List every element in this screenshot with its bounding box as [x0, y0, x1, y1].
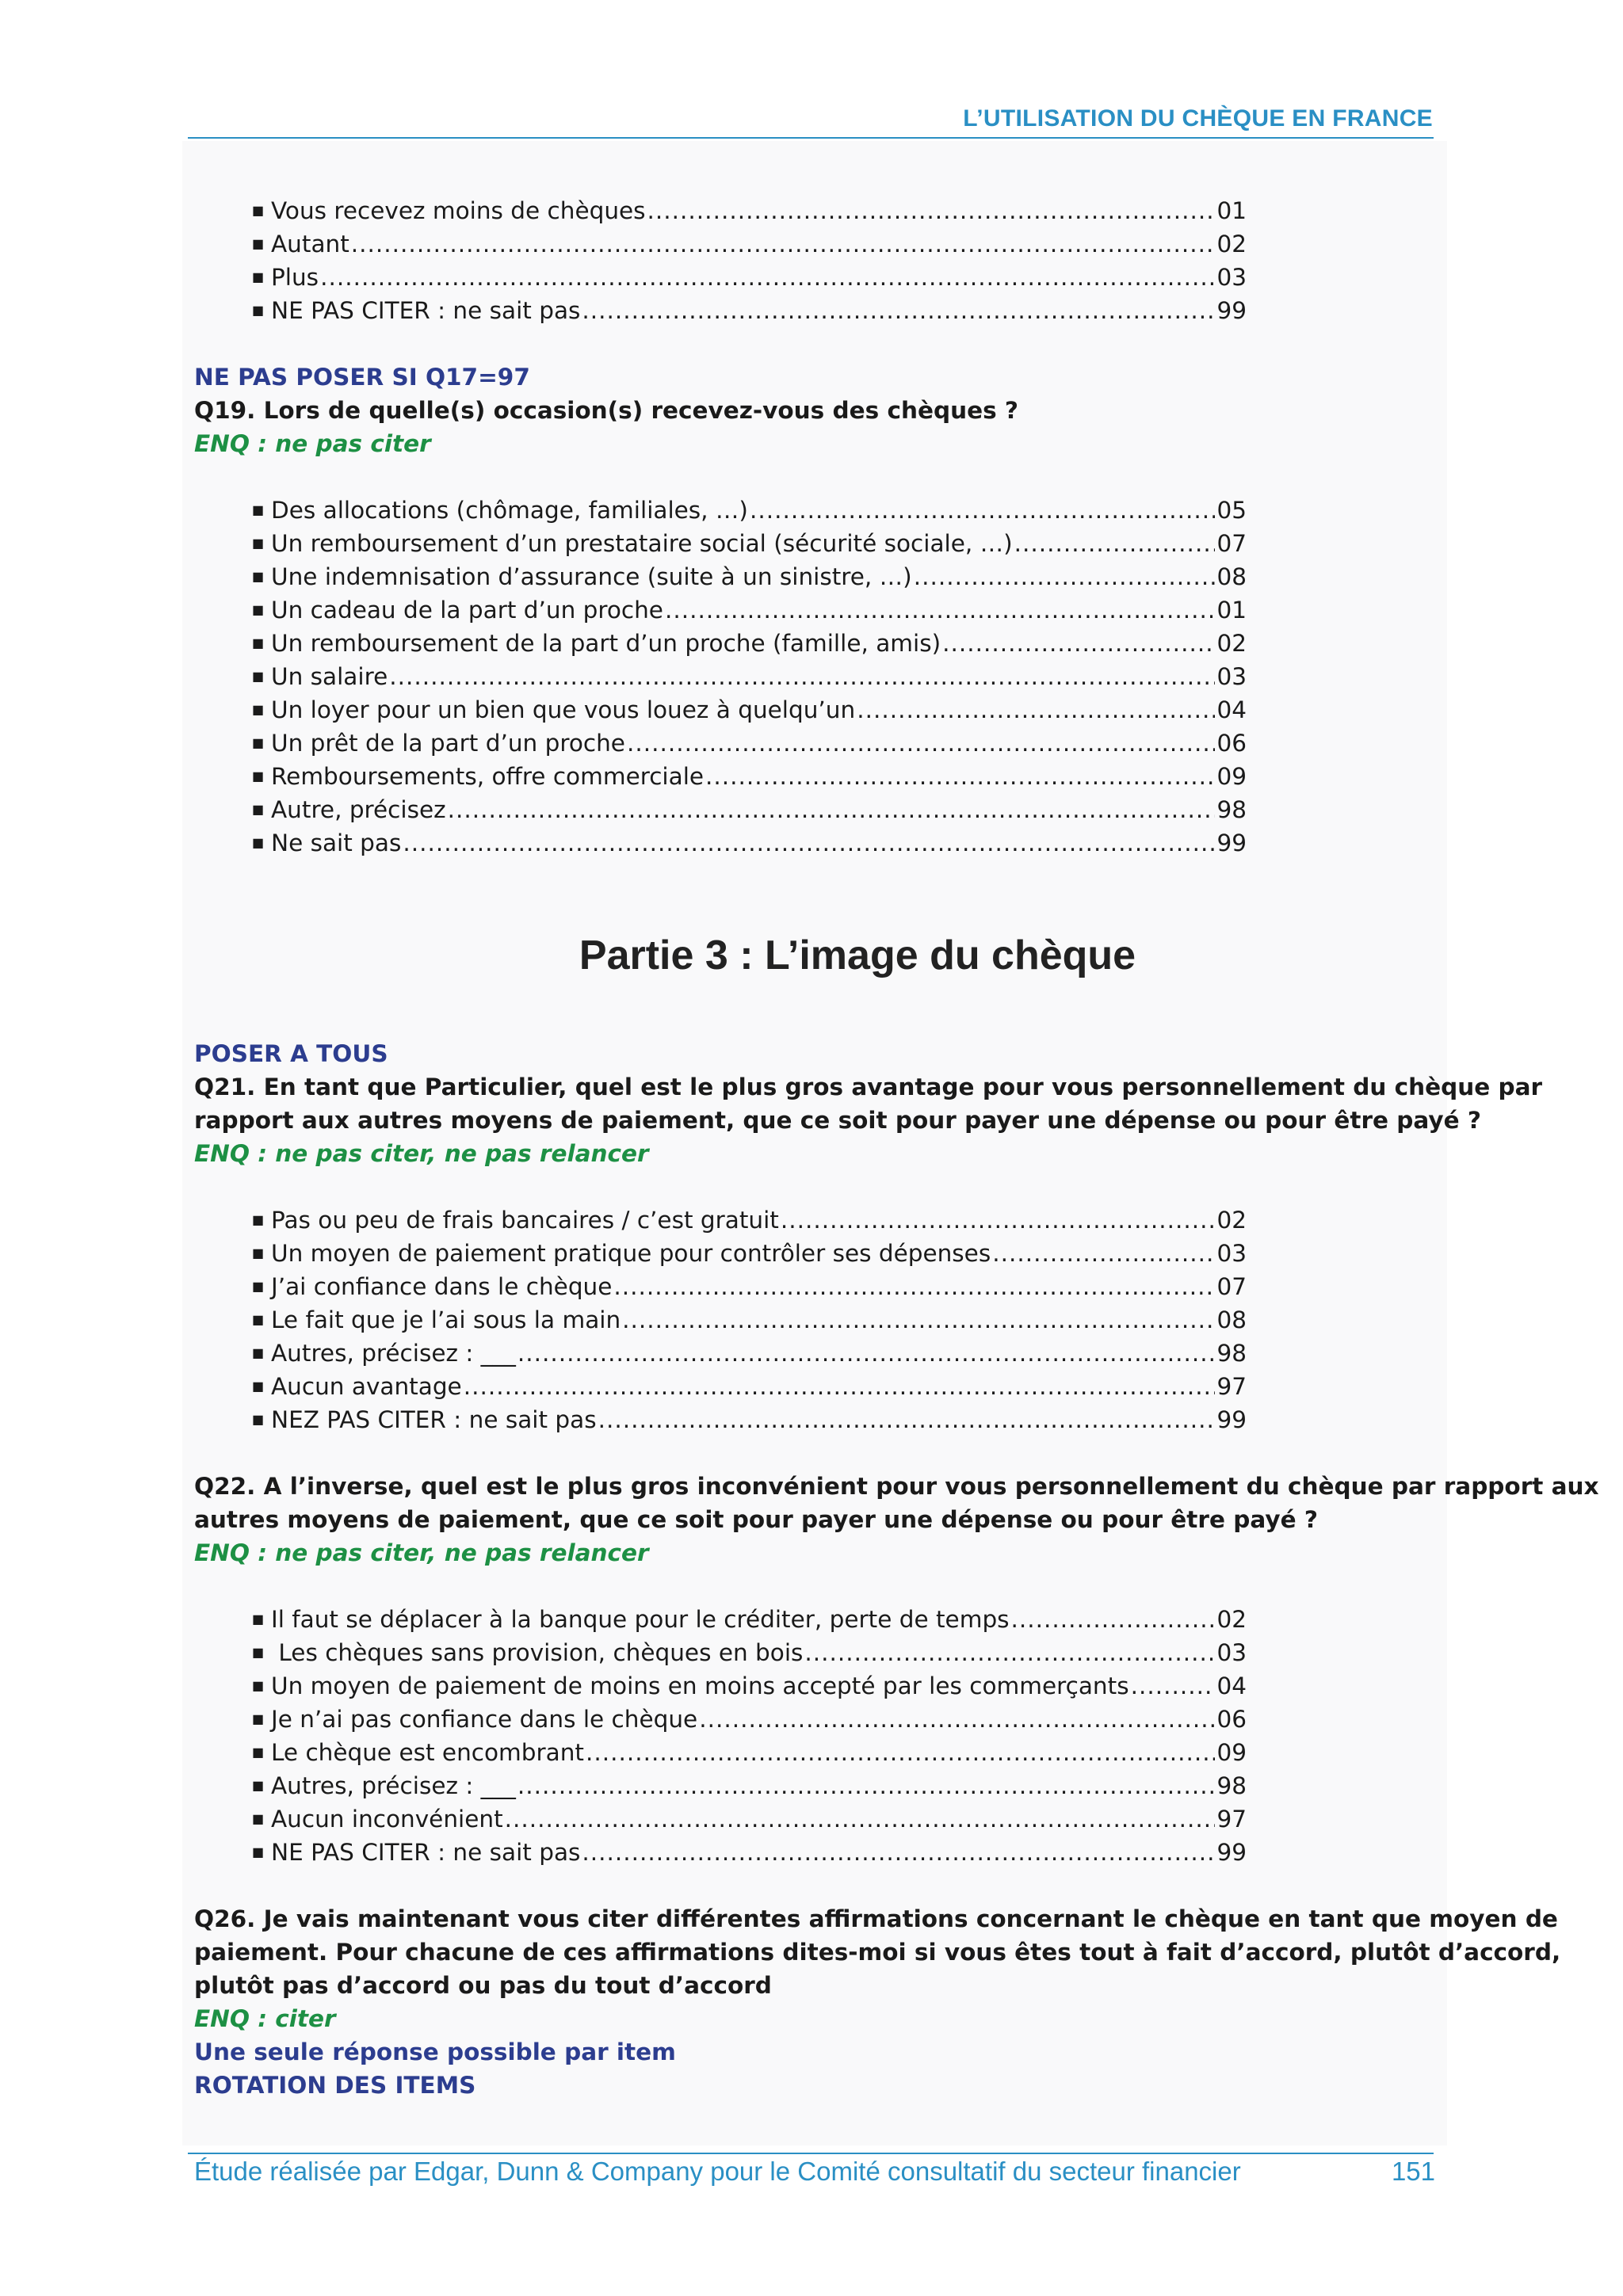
dot-leader — [582, 294, 1215, 327]
answer-option — [252, 660, 1247, 693]
answer-option — [252, 1836, 1247, 1869]
dot-leader — [598, 1403, 1216, 1436]
square-bullet-icon: ■ — [252, 1678, 265, 1693]
answer-code: 06 — [1216, 730, 1247, 757]
square-bullet-icon: ■ — [252, 1312, 265, 1327]
answer-option — [252, 527, 1247, 560]
answer-label: Une indemnisation d’assurance (suite à un sinistre, …) — [271, 563, 912, 590]
answer-label: NE PAS CITER : ne sait pas — [271, 297, 581, 324]
square-bullet-icon: ■ — [252, 536, 265, 551]
square-bullet-icon: ■ — [252, 1844, 265, 1859]
answer-option — [252, 826, 1247, 860]
answer-label: NE PAS CITER : ne sait pas — [271, 1839, 581, 1866]
answer-label: Un moyen de paiement pratique pour contrôler ses dépenses — [271, 1240, 991, 1267]
answer-code: 02 — [1216, 1207, 1247, 1234]
answer-code: 99 — [1216, 1839, 1247, 1866]
answer-code: 04 — [1216, 696, 1247, 723]
dot-leader — [750, 494, 1216, 527]
dot-leader — [992, 1237, 1215, 1270]
dot-leader — [804, 1636, 1215, 1669]
answer-option — [252, 194, 1247, 227]
answer-option — [252, 793, 1247, 826]
question-q22-line1: Q22. A l’inverse, quel est le plus gros inconvénient pour vous personnellement du chèque par rapport aux — [194, 1473, 1599, 1500]
dot-leader — [781, 1203, 1216, 1237]
dot-leader — [517, 1337, 1216, 1370]
answer-option — [252, 294, 1247, 327]
answer-option — [252, 1370, 1247, 1403]
question-q22-line2: autres moyens de paiement, que ce soit pour payer une dépense ou pour être payé ? — [194, 1506, 1318, 1533]
answer-option — [252, 1270, 1247, 1303]
answer-code: 03 — [1216, 1240, 1247, 1267]
answer-option — [252, 494, 1247, 527]
answer-option — [252, 593, 1247, 627]
answer-code: 01 — [1216, 597, 1247, 624]
answer-code: 08 — [1216, 563, 1247, 590]
square-bullet-icon: ■ — [252, 1345, 265, 1360]
dot-leader — [464, 1370, 1216, 1403]
answer-label: Aucun avantage — [271, 1373, 462, 1400]
instruction-q26-rotation: ROTATION DES ITEMS — [194, 2072, 476, 2099]
answer-list-q19 — [252, 494, 1247, 860]
dot-leader — [320, 261, 1215, 294]
answer-code: 08 — [1216, 1306, 1247, 1333]
instruction-q21: POSER A TOUS — [194, 1040, 388, 1067]
square-bullet-icon: ■ — [252, 1412, 265, 1427]
answer-label: Pas ou peu de frais bancaires / c’est gratuit — [271, 1207, 779, 1234]
dot-leader — [403, 826, 1215, 860]
answer-code: 98 — [1216, 1772, 1247, 1799]
square-bullet-icon: ■ — [252, 802, 265, 817]
answer-list-q21 — [252, 1203, 1247, 1436]
dot-leader — [1011, 1603, 1216, 1636]
answer-label: Un cadeau de la part d’un proche — [271, 597, 663, 624]
enq-note-q22: ENQ : ne pas citer, ne pas relancer — [194, 1539, 649, 1566]
square-bullet-icon: ■ — [252, 835, 265, 850]
dot-leader — [647, 194, 1216, 227]
answer-code: 09 — [1216, 1739, 1247, 1766]
answer-option — [252, 560, 1247, 593]
answer-option — [252, 1237, 1247, 1270]
answer-code: 01 — [1216, 197, 1247, 224]
answer-code: 98 — [1216, 1340, 1247, 1367]
square-bullet-icon: ■ — [252, 1279, 265, 1294]
section-title: Partie 3 : L’image du chèque — [579, 933, 1136, 978]
answer-option — [252, 1736, 1247, 1769]
answer-label: Des allocations (chômage, familiales, …) — [271, 497, 748, 524]
answer-option — [252, 1703, 1247, 1736]
dot-leader — [665, 593, 1215, 627]
dot-leader — [622, 1303, 1215, 1337]
question-q19: Q19. Lors de quelle(s) occasion(s) recevez-vous des chèques ? — [194, 397, 1019, 424]
dot-leader — [857, 693, 1215, 727]
question-q26-line3: plutôt pas d’accord ou pas du tout d’accord — [194, 1972, 772, 1999]
enq-note-q26: ENQ : citer — [194, 2005, 336, 2032]
dot-leader — [517, 1769, 1216, 1802]
dot-leader — [942, 627, 1215, 660]
square-bullet-icon: ■ — [252, 269, 265, 284]
answer-label: Autant — [271, 231, 349, 257]
square-bullet-icon: ■ — [252, 303, 265, 318]
answer-label: Le chèque est encombrant — [271, 1739, 584, 1766]
answer-code: 07 — [1216, 1273, 1247, 1300]
answer-label: Je n’ai pas confiance dans le chèque — [271, 1706, 698, 1733]
dot-leader — [505, 1802, 1216, 1836]
answer-option — [252, 227, 1247, 261]
answer-label: Un prêt de la part d’un proche — [271, 730, 625, 757]
answer-label: Un remboursement d’un prestataire social (sécurité sociale, …) — [271, 530, 1013, 557]
answer-code: 03 — [1216, 264, 1247, 291]
dot-leader — [389, 660, 1215, 693]
answer-label: Autre, précisez — [271, 796, 446, 823]
dot-leader — [627, 727, 1216, 760]
answer-code: 97 — [1216, 1373, 1247, 1400]
square-bullet-icon: ■ — [252, 602, 265, 617]
dot-leader — [448, 793, 1216, 826]
footer-rule — [188, 2153, 1434, 2154]
square-bullet-icon: ■ — [252, 1745, 265, 1760]
running-header: L’UTILISATION DU CHÈQUE EN FRANCE — [963, 105, 1433, 132]
answer-code: 04 — [1216, 1672, 1247, 1699]
answer-code: 03 — [1216, 1639, 1247, 1666]
answer-option — [252, 727, 1247, 760]
dot-leader — [351, 227, 1216, 261]
dot-leader — [586, 1736, 1215, 1769]
square-bullet-icon: ■ — [252, 502, 265, 517]
square-bullet-icon: ■ — [252, 702, 265, 717]
square-bullet-icon: ■ — [252, 1611, 265, 1627]
answer-code: 02 — [1216, 630, 1247, 657]
question-q26-line1: Q26. Je vais maintenant vous citer différentes affirmations concernant le chèque en tant que moyen de — [194, 1905, 1558, 1932]
answer-label: Les chèques sans provision, chèques en bois — [271, 1639, 804, 1666]
answer-label: Un moyen de paiement de moins en moins accepté par les commerçants — [271, 1672, 1129, 1699]
answer-label: Ne sait pas — [271, 830, 402, 856]
answer-label: J’ai confiance dans le chèque — [271, 1273, 613, 1300]
question-q26-line2: paiement. Pour chacune de ces affirmations dites-moi si vous êtes tout à fait d’accord, plutôt d’accord, — [194, 1939, 1561, 1966]
square-bullet-icon: ■ — [252, 1379, 265, 1394]
answer-code: 02 — [1216, 1606, 1247, 1633]
question-q21-line1: Q21. En tant que Particulier, quel est le plus gros avantage pour vous personnellement du chèque par — [194, 1074, 1543, 1100]
square-bullet-icon: ■ — [252, 236, 265, 251]
answer-code: 99 — [1216, 1406, 1247, 1433]
instruction-q26-single-answer: Une seule réponse possible par item — [194, 2039, 676, 2065]
answer-code: 03 — [1216, 663, 1247, 690]
dot-leader — [1014, 527, 1216, 560]
answer-option — [252, 760, 1247, 793]
square-bullet-icon: ■ — [252, 1645, 265, 1660]
footer-credit: Étude réalisée par Edgar, Dunn & Company pour le Comité consultatif du secteur financier — [194, 2157, 1241, 2186]
answer-option — [252, 1802, 1247, 1836]
answer-option — [252, 1303, 1247, 1337]
dot-leader — [582, 1836, 1215, 1869]
answer-code: 05 — [1216, 497, 1247, 524]
answer-label: NEZ PAS CITER : ne sait pas — [271, 1406, 597, 1433]
answer-label: Autres, précisez : ___ — [271, 1772, 516, 1799]
square-bullet-icon: ■ — [252, 669, 265, 684]
answer-list-q22 — [252, 1603, 1247, 1869]
answer-option — [252, 1669, 1247, 1703]
dot-leader — [613, 1270, 1215, 1303]
square-bullet-icon: ■ — [252, 1778, 265, 1793]
square-bullet-icon: ■ — [252, 203, 265, 218]
header-rule — [188, 137, 1434, 139]
square-bullet-icon: ■ — [252, 735, 265, 750]
answer-code: 02 — [1216, 231, 1247, 257]
square-bullet-icon: ■ — [252, 1212, 265, 1227]
answer-option — [252, 1769, 1247, 1802]
answer-code: 07 — [1216, 530, 1247, 557]
answer-label: Plus — [271, 264, 319, 291]
answer-code: 09 — [1216, 763, 1247, 790]
enq-note-q21: ENQ : ne pas citer, ne pas relancer — [194, 1140, 649, 1167]
dot-leader — [705, 760, 1215, 793]
page-number: 151 — [1391, 2157, 1435, 2186]
answer-code: 97 — [1216, 1806, 1247, 1833]
answer-label: Remboursements, offre commerciale — [271, 763, 705, 790]
answer-label: Vous recevez moins de chèques — [271, 197, 646, 224]
answer-option — [252, 1636, 1247, 1669]
answer-label: Un remboursement de la part d’un proche (famille, amis) — [271, 630, 941, 657]
square-bullet-icon: ■ — [252, 569, 265, 584]
answer-code: 98 — [1216, 796, 1247, 823]
page-footer — [194, 2157, 1435, 2187]
instruction-q19: NE PAS POSER SI Q17=97 — [194, 364, 530, 391]
answer-option — [252, 1337, 1247, 1370]
answer-label: Aucun inconvénient — [271, 1806, 503, 1833]
square-bullet-icon: ■ — [252, 769, 265, 784]
answer-label: Le fait que je l’ai sous la main — [271, 1306, 621, 1333]
answer-option — [252, 693, 1247, 727]
square-bullet-icon: ■ — [252, 635, 265, 650]
square-bullet-icon: ■ — [252, 1811, 265, 1826]
answer-option — [252, 261, 1247, 294]
answer-option — [252, 627, 1247, 660]
answer-label: Il faut se déplacer à la banque pour le créditer, perte de temps — [271, 1606, 1010, 1633]
enq-note-q19: ENQ : ne pas citer — [194, 430, 431, 457]
answer-option — [252, 1403, 1247, 1436]
dot-leader — [914, 560, 1216, 593]
answer-label: Un salaire — [271, 663, 388, 690]
dot-leader — [699, 1703, 1215, 1736]
answer-code: 99 — [1216, 297, 1247, 324]
square-bullet-icon: ■ — [252, 1711, 265, 1726]
answer-list-q18 — [252, 194, 1247, 327]
dot-leader — [1131, 1669, 1216, 1703]
answer-code: 99 — [1216, 830, 1247, 856]
answer-option — [252, 1603, 1247, 1636]
square-bullet-icon: ■ — [252, 1245, 265, 1261]
answer-option — [252, 1203, 1247, 1237]
answer-code: 06 — [1216, 1706, 1247, 1733]
answer-label: Autres, précisez : ___ — [271, 1340, 516, 1367]
answer-label: Un loyer pour un bien que vous louez à quelqu’un — [271, 696, 856, 723]
question-q21-line2: rapport aux autres moyens de paiement, que ce soit pour payer une dépense ou pour être payé ? — [194, 1107, 1482, 1134]
